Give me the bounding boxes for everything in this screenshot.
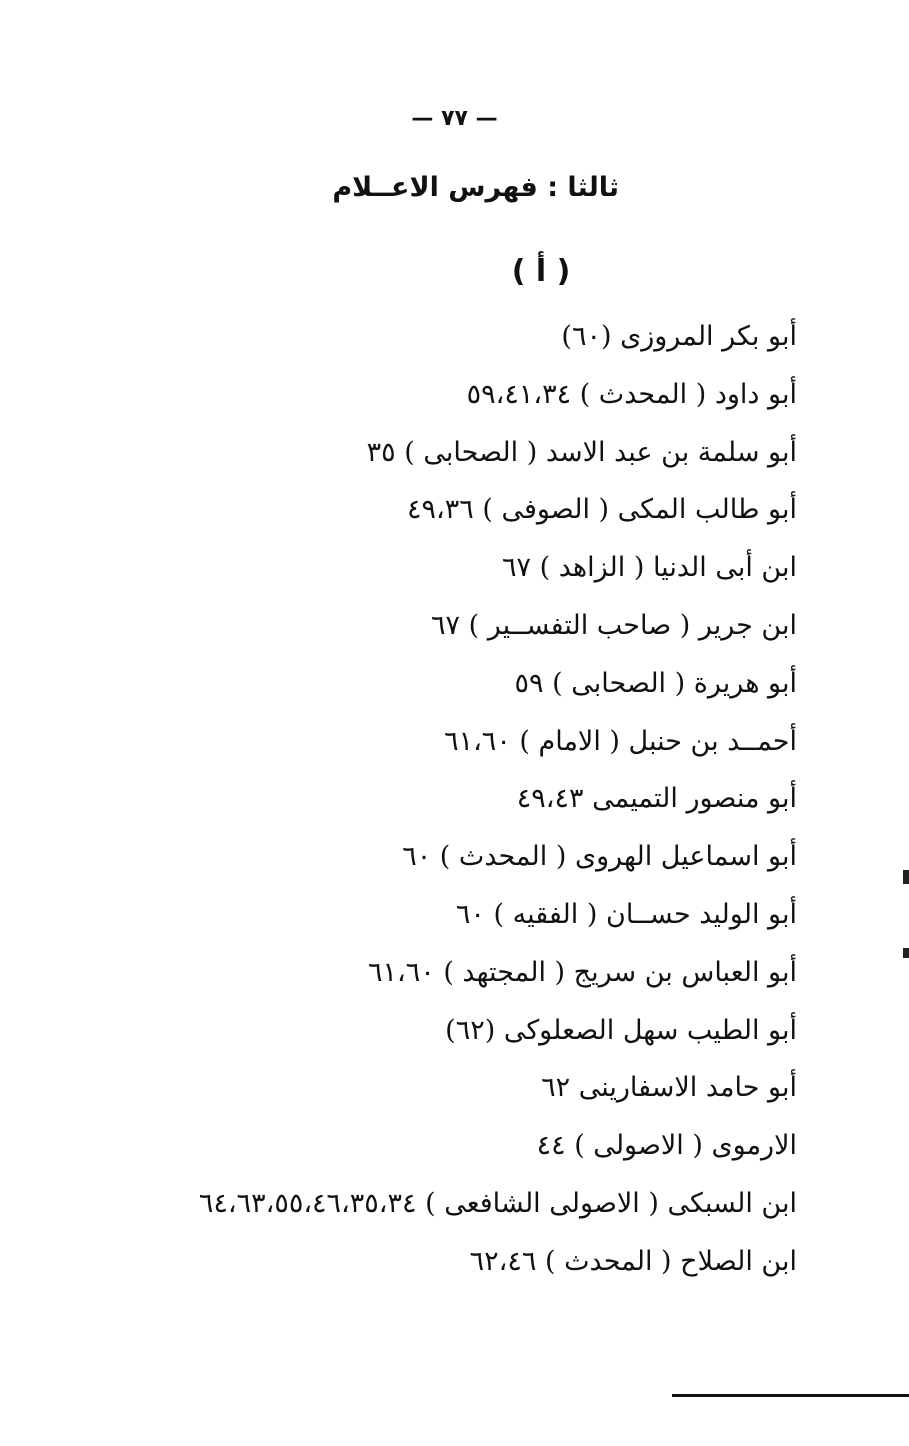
scan-edge-mark [903, 870, 909, 884]
index-entry: أبو حامد الاسفارينى ٦٢ [541, 1072, 797, 1104]
bottom-rule [672, 1394, 909, 1397]
index-entry: أبو العباس بن سريج ( المجتهد ) ٦١،٦٠ [368, 956, 797, 988]
index-entry: أبو منصور التميمى ٤٩،٤٣ [516, 783, 797, 815]
index-entry: أبو اسماعيل الهروى ( المحدث ) ٦٠ [402, 841, 797, 873]
index-entry: ابن أبى الدنيا ( الزاهد ) ٦٧ [502, 552, 797, 584]
index-entry: ابن جرير ( صاحب التفســير ) ٦٧ [431, 609, 797, 641]
index-entry: أبو هريرة ( الصحابى ) ٥٩ [514, 667, 797, 699]
index-entry: أبو الطيب سهل الصعلوكى (٦٢) [445, 1014, 797, 1046]
index-entry: ابن الصلاح ( المحدث ) ٦٢،٤٦ [469, 1245, 797, 1277]
page-number: — ٧٧ — [411, 106, 498, 131]
index-entry: الارموى ( الاصولى ) ٤٤ [536, 1130, 797, 1162]
index-entry-list [97, 308, 797, 1291]
index-entry: أبو طالب المكى ( الصوفى ) ٤٩،٣٦ [407, 494, 797, 526]
index-entry: أبو داود ( المحدث ) ٥٩،٤١،٣٤ [466, 378, 797, 410]
index-entry: ابن السبكى ( الاصولى الشافعى ) ٦٤،٦٣،٥٥،٤٦،٣٥،٣٤ [198, 1187, 797, 1219]
scan-edge-mark [903, 948, 909, 958]
index-entry: أبو بكر المروزى (٦٠) [561, 321, 797, 352]
index-entry: أبو الوليد حســان ( الفقيه ) ٦٠ [455, 898, 797, 930]
index-entry: أحمــد بن حنبل ( الامام ) ٦١،٦٠ [444, 725, 797, 757]
index-entry: أبو سلمة بن عبد الاسد ( الصحابى ) ٣٥ [366, 436, 797, 468]
letter-heading: ( أ ) [511, 254, 571, 289]
section-title: ثالثا : فهرس الاعــلام [332, 172, 619, 203]
